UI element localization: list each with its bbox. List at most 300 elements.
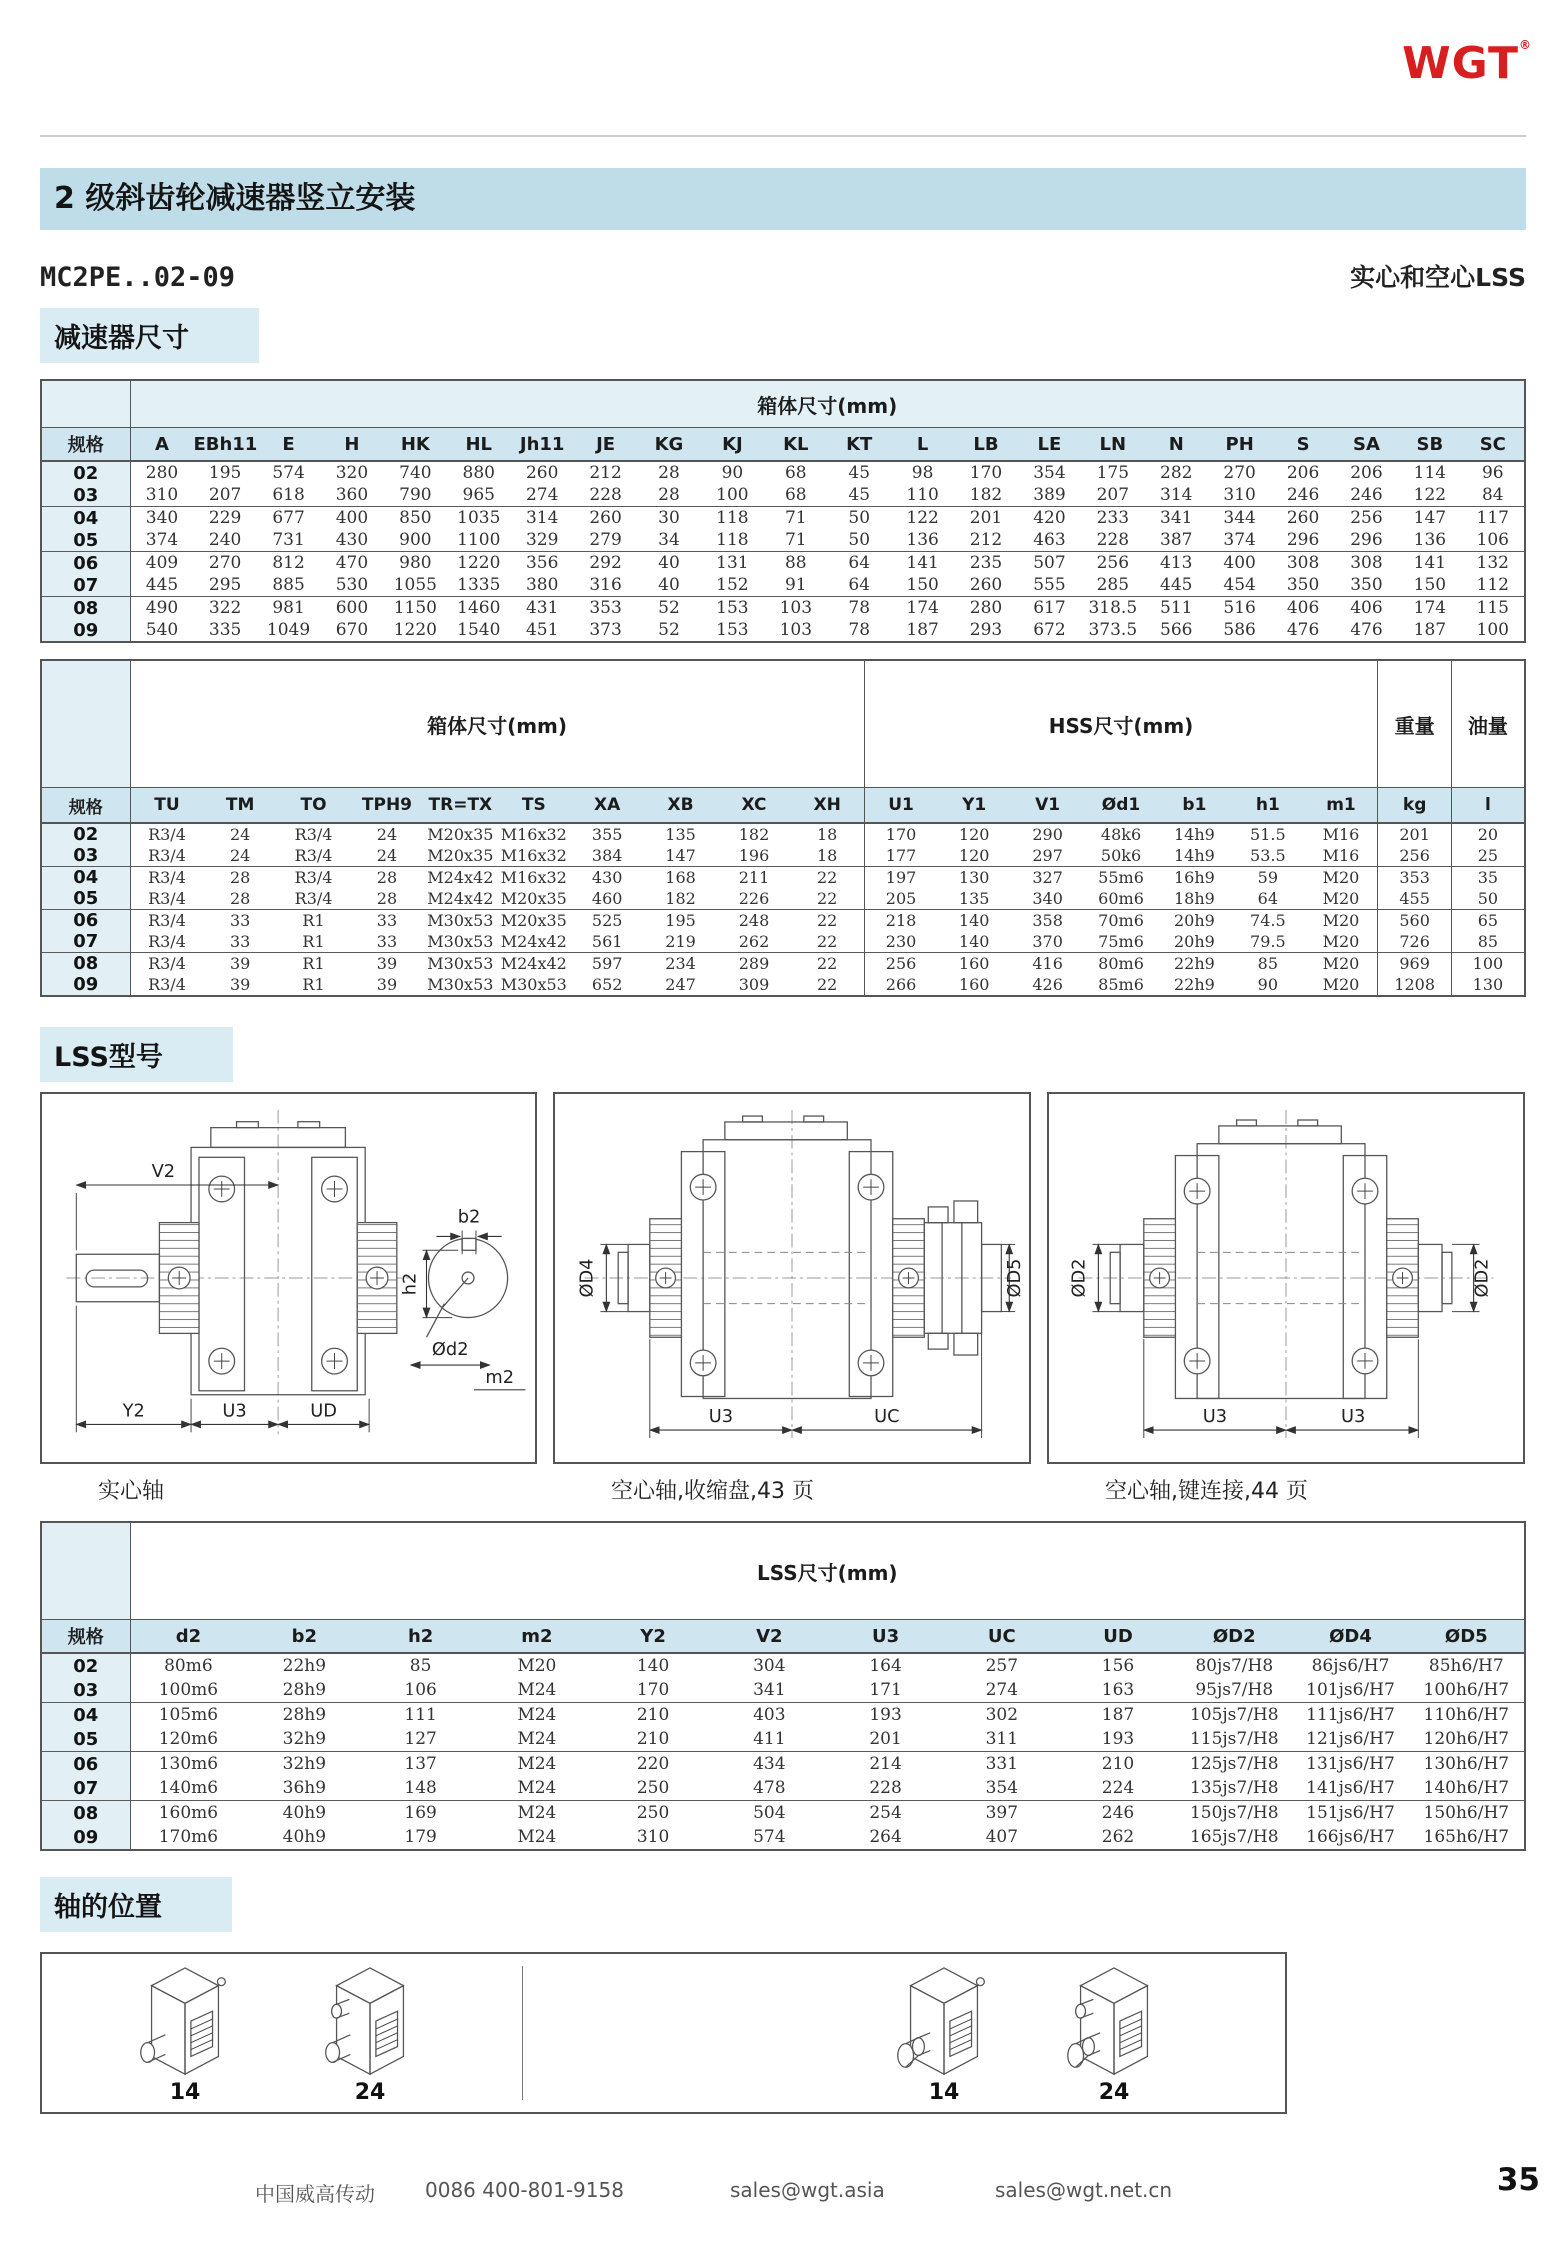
table-cell: M24 (479, 1678, 595, 1703)
table-cell: 196 (717, 845, 790, 867)
table-cell: 279 (574, 529, 637, 552)
table-cell: 525 (591, 911, 623, 930)
table-cell: R3/4 (130, 845, 203, 867)
dim-label-v2: V2 (151, 1161, 176, 1183)
table-cell: 314 (1145, 484, 1208, 507)
table-cell: 101js6/H7 (1292, 1678, 1408, 1703)
dim-label-u3: U3 (222, 1400, 247, 1422)
table-cell: R3/4 (277, 845, 350, 867)
group-header-lss: LSS尺寸(mm) (130, 1522, 1525, 1620)
column-header-V1: V1 (1011, 788, 1084, 824)
table-cell: M16 (1305, 823, 1378, 845)
column-header-SA: SA (1335, 428, 1398, 462)
table-cell: 218 (885, 911, 917, 930)
table-cell: 246 (1101, 1803, 1135, 1823)
column-header-h1: h1 (1231, 788, 1304, 824)
table-cell: 566 (1160, 620, 1193, 640)
table-row (41, 619, 1525, 642)
table-cell: 965 (447, 484, 510, 507)
column-header-Jh11: Jh11 (510, 428, 573, 462)
table-cell: 193 (1060, 1727, 1176, 1752)
corner-cell (41, 660, 130, 788)
column-header-U1: U1 (864, 788, 937, 824)
table-cell: 431 (525, 598, 559, 618)
table-cell: R1 (277, 931, 350, 953)
table-cell: 35 (1477, 868, 1499, 887)
table-cell: 140 (958, 911, 990, 930)
table-cell: 28 (203, 888, 276, 910)
table-cell: 308 (1286, 553, 1320, 573)
table-cell: 340 (145, 508, 179, 528)
spec-cell: 08 (41, 1801, 130, 1826)
table-cell: 171 (827, 1678, 943, 1703)
table-cell: 40h9 (282, 1827, 327, 1847)
drawing-keyed-shaft-figure (1047, 1092, 1525, 1464)
table-cell: 740 (399, 463, 432, 483)
dim-label-m2: m2 (485, 1366, 515, 1388)
table-cell: 256 (1096, 553, 1130, 573)
table-cell: 1100 (447, 529, 510, 552)
table-cell: 812 (272, 553, 305, 573)
column-header-l: l (1451, 788, 1525, 824)
table-cell: M30x53 (427, 911, 494, 930)
table-cell: 248 (738, 911, 770, 930)
column-header-SC: SC (1462, 428, 1525, 462)
table-cell: 207 (193, 484, 256, 507)
table-cell: 36h9 (246, 1776, 362, 1801)
column-header-KG: KG (637, 428, 700, 462)
table-cell: 403 (753, 1705, 786, 1725)
table-cell: R3/4 (294, 868, 333, 887)
table-cell: M20 (1305, 931, 1378, 953)
table-cell: 148 (363, 1776, 479, 1801)
table-cell: 117 (1476, 508, 1509, 528)
table-cell: 296 (1271, 529, 1334, 552)
table-cell: 400 (335, 508, 369, 528)
table-cell: 360 (320, 484, 383, 507)
table-cell: 1220 (393, 620, 437, 640)
spec-cell: 02 (41, 823, 130, 845)
table-cell: 174 (906, 598, 939, 618)
table-cell: M24x42 (424, 888, 497, 910)
table-cell: R1 (302, 975, 325, 994)
table-cell: 75m6 (1084, 931, 1157, 953)
column-header-TO: TO (277, 788, 350, 824)
table-cell: 50 (1451, 888, 1525, 910)
model-number: MC2PE..02-09 (40, 262, 236, 293)
column-header-EBh11: EBh11 (193, 428, 256, 462)
table-cell: 71 (764, 529, 827, 552)
column-header-m2: m2 (479, 1620, 595, 1654)
column-header-V2: V2 (711, 1620, 827, 1654)
table-row (41, 484, 1525, 507)
table-cell: 214 (869, 1754, 902, 1774)
table-cell: 430 (591, 868, 623, 887)
table-cell: 150h6/H7 (1423, 1803, 1510, 1823)
table-cell: 260 (954, 574, 1017, 597)
table-cell: 470 (335, 553, 369, 573)
page-number: 35 (1496, 2162, 1540, 2198)
spec-column-header: 规格 (41, 428, 130, 462)
table-cell: 115js7/H8 (1176, 1727, 1292, 1752)
table-cell: 45 (828, 484, 891, 507)
table-cell: 22 (791, 953, 864, 975)
table-cell: 80m6 (164, 1656, 213, 1676)
table-cell: 33 (203, 931, 276, 953)
column-header-row (41, 428, 1525, 462)
table-cell: 151js6/H7 (1306, 1803, 1395, 1823)
table-cell: 507 (1033, 553, 1066, 573)
table-cell: 70m6 (1098, 911, 1144, 930)
dim-label-u3-left: U3 (1202, 1407, 1228, 1428)
table-cell: 302 (985, 1705, 1019, 1725)
shaft-position-icon-14-solid (137, 1964, 233, 2082)
table-cell: 163 (1060, 1678, 1176, 1703)
table-cell: 264 (869, 1827, 902, 1847)
table-cell: 430 (320, 529, 383, 552)
group-header-hss: HSS尺寸(mm) (864, 660, 1378, 788)
table-cell: 373.5 (1088, 620, 1138, 640)
table-cell: 478 (711, 1776, 827, 1801)
group-header-housing: 箱体尺寸(mm) (130, 660, 864, 788)
table-cell: 344 (1223, 508, 1256, 528)
table-cell: 141 (906, 553, 939, 573)
table-cell: 297 (1011, 845, 1084, 867)
hss-dimensions-table (40, 659, 1526, 997)
table-cell: 24 (376, 825, 398, 844)
table-cell: 235 (969, 553, 1003, 573)
table-cell: 80js7/H8 (1195, 1656, 1274, 1676)
table-cell: 120m6 (130, 1727, 246, 1752)
table-cell: 111js6/H7 (1306, 1705, 1395, 1725)
table-cell: 130 (958, 868, 990, 887)
table-cell: 850 (399, 508, 432, 528)
table-cell: 50 (848, 508, 871, 528)
table-cell: 103 (779, 598, 813, 618)
table-cell: M30x53 (427, 954, 494, 973)
column-header-row (41, 1620, 1525, 1654)
table-cell: 120 (958, 825, 990, 844)
footer-phone: 0086 400-801-9158 (425, 2178, 624, 2202)
table-cell: 374 (130, 529, 193, 552)
table-cell: 354 (944, 1776, 1060, 1801)
table-cell: 140h6/H7 (1409, 1776, 1525, 1801)
table-cell: M20 (1305, 953, 1378, 975)
table-cell: 309 (738, 975, 770, 994)
table-cell: 350 (1335, 574, 1398, 597)
table-cell: 100m6 (130, 1678, 246, 1703)
spec-cell: 05 (41, 888, 130, 910)
table-cell: 40h9 (282, 1803, 327, 1823)
table-cell: 24 (229, 825, 251, 844)
table-cell: 314 (525, 508, 559, 528)
table-cell: 187 (906, 620, 939, 640)
table-cell: 64 (1231, 888, 1304, 910)
table-cell: 135 (665, 825, 696, 844)
table-cell: 153 (716, 620, 749, 640)
column-header-ØD5: ØD5 (1409, 1620, 1525, 1654)
shaft-position-label: 24 (1098, 2080, 1130, 2105)
table-cell: 85h6/H7 (1428, 1656, 1504, 1676)
table-cell: 79.5 (1231, 931, 1304, 953)
table-body (41, 823, 1525, 996)
table-row (41, 574, 1525, 597)
table-cell: 407 (985, 1827, 1019, 1847)
table-cell: M24 (517, 1803, 557, 1823)
table-cell: 105js7/H8 (1189, 1705, 1279, 1725)
table-cell: 106 (363, 1678, 479, 1703)
caption-solid-shaft: 实心轴 (98, 1479, 165, 1504)
table-cell: 316 (574, 574, 637, 597)
table-cell: 85 (409, 1656, 432, 1676)
table-cell: 504 (753, 1803, 786, 1823)
table-cell: 310 (636, 1827, 670, 1847)
table-cell: 71 (784, 508, 807, 528)
spec-cell: 09 (41, 619, 130, 642)
table-cell: 68 (764, 484, 827, 507)
table-row (41, 1752, 1525, 1777)
column-header-b1: b1 (1158, 788, 1231, 824)
table-cell: 282 (1160, 463, 1193, 483)
table-cell: 206 (1286, 463, 1320, 483)
table-cell: 617 (1033, 598, 1066, 618)
shaft-position-icon-14-hollow (896, 1964, 992, 2082)
table-cell: 370 (1011, 931, 1084, 953)
column-header-E: E (257, 428, 320, 462)
table-cell: 22 (791, 910, 864, 932)
table-cell: 451 (525, 620, 559, 640)
table-cell: 885 (257, 574, 320, 597)
table-cell: 311 (944, 1727, 1060, 1752)
table-cell: 205 (864, 888, 937, 910)
table-cell: 135js7/H8 (1176, 1776, 1292, 1801)
dim-label-y2: Y2 (122, 1400, 145, 1422)
table-cell: 100h6/H7 (1409, 1678, 1525, 1703)
dim-label-od5: ØD5 (1005, 1258, 1026, 1298)
table-cell: 246 (1335, 484, 1398, 507)
table-cell: 130 (1472, 975, 1504, 994)
table-cell: 240 (193, 529, 256, 552)
column-header-U3: U3 (827, 1620, 943, 1654)
table-cell: 187 (1101, 1705, 1135, 1725)
table-cell: 137 (404, 1754, 437, 1774)
table-cell: R1 (302, 954, 325, 973)
column-header-S: S (1271, 428, 1334, 462)
table-cell: 293 (969, 620, 1003, 640)
table-cell: 120 (938, 845, 1011, 867)
column-header-UD: UD (1060, 1620, 1176, 1654)
column-header-m1: m1 (1305, 788, 1378, 824)
column-header-KL: KL (764, 428, 827, 462)
table-cell: 254 (869, 1803, 902, 1823)
table-cell: 224 (1060, 1776, 1176, 1801)
section-lss-type: LSS型号 (40, 1027, 233, 1082)
table-cell: 39 (376, 954, 398, 973)
table-cell: R3/4 (148, 975, 186, 994)
table-cell: 64 (828, 574, 891, 597)
table-cell: 516 (1223, 598, 1256, 618)
table-cell: 210 (1101, 1754, 1135, 1774)
table-row (41, 1776, 1525, 1801)
table-cell: 91 (764, 574, 827, 597)
column-header-JE: JE (574, 428, 637, 462)
table-cell: M20x35 (424, 845, 497, 867)
table-cell: R3/4 (130, 888, 203, 910)
column-header-KT: KT (828, 428, 891, 462)
dim-label-u3: U3 (708, 1407, 734, 1428)
table-cell: M30x53 (424, 931, 497, 953)
table-row (41, 529, 1525, 552)
table-cell: 266 (885, 975, 917, 994)
column-header-TU: TU (130, 788, 203, 824)
spec-cell: 08 (41, 953, 130, 975)
dim-label-h2: h2 (399, 1272, 421, 1296)
table-cell: 50 (828, 529, 891, 552)
drawing-keyed-shaft (1047, 1092, 1525, 1505)
table-cell: 59 (1257, 868, 1278, 887)
column-header-L: L (891, 428, 954, 462)
column-header-XB: XB (644, 788, 717, 824)
table-cell: 285 (1081, 574, 1144, 597)
table-cell: 256 (1350, 508, 1383, 528)
table-cell: 22h9 (282, 1656, 327, 1676)
spec-cell: 03 (41, 484, 130, 507)
table-cell: 420 (1033, 508, 1066, 528)
table-cell: 18h9 (1158, 888, 1231, 910)
table-cell: 112 (1462, 574, 1525, 597)
shaft-position-divider (522, 1966, 523, 2100)
table-cell: 230 (864, 931, 937, 953)
column-header-HK: HK (384, 428, 447, 462)
table-cell: 20h9 (1174, 911, 1215, 930)
table-cell: 68 (784, 463, 807, 483)
table-cell: 310 (1208, 484, 1271, 507)
table-cell: 85 (1257, 954, 1278, 973)
table-row (41, 461, 1525, 484)
table-cell: M24 (517, 1705, 557, 1725)
table-cell: 22h9 (1174, 975, 1215, 994)
table-cell: 289 (738, 954, 770, 973)
table-cell: 170m6 (158, 1827, 219, 1847)
table-cell: M16x32 (497, 845, 570, 867)
column-header-Ød1: Ød1 (1084, 788, 1157, 824)
table-cell: 33 (229, 911, 251, 930)
table-cell: 296 (1335, 529, 1398, 552)
table-cell: 65 (1477, 911, 1499, 930)
table-cell: 175 (1096, 463, 1130, 483)
table-cell: 260 (589, 508, 622, 528)
table-cell: 270 (1223, 463, 1256, 483)
table-cell: 22 (791, 931, 864, 953)
table-cell: 455 (1378, 888, 1451, 910)
column-header-H: H (320, 428, 383, 462)
table-cell: 331 (985, 1754, 1019, 1774)
spec-cell: 07 (41, 1776, 130, 1801)
spec-cell: 04 (41, 867, 130, 889)
table-cell: M24 (479, 1776, 595, 1801)
spec-cell: 06 (41, 1752, 130, 1777)
table-cell: 409 (145, 553, 179, 573)
table-cell: 147 (1413, 508, 1447, 528)
table-cell: 165h6/H7 (1423, 1827, 1510, 1847)
table-cell: 164 (869, 1656, 902, 1676)
table-cell: 166js6/H7 (1306, 1827, 1395, 1847)
column-header-XA: XA (570, 788, 643, 824)
table-cell: 40 (658, 553, 680, 573)
table-cell: 84 (1462, 484, 1525, 507)
table-cell: 228 (1081, 529, 1144, 552)
table-cell: 726 (1378, 931, 1451, 953)
footer-company: 中国威高传动 (255, 2182, 375, 2206)
spec-cell: 09 (41, 1825, 130, 1850)
table-cell: 384 (570, 845, 643, 867)
table-cell: 177 (864, 845, 937, 867)
table-cell: 28 (376, 868, 398, 887)
spec-cell: 05 (41, 1727, 130, 1752)
table-cell: 55m6 (1098, 868, 1144, 887)
table-cell: 460 (570, 888, 643, 910)
table-cell: 981 (272, 598, 305, 618)
table-cell: 90 (1257, 975, 1278, 994)
table-cell: 153 (716, 598, 749, 618)
table-cell: 80m6 (1098, 954, 1144, 973)
table-cell: 389 (1018, 484, 1081, 507)
column-header-N: N (1145, 428, 1208, 462)
table-cell: 103 (779, 620, 813, 640)
column-header-LE: LE (1018, 428, 1081, 462)
table-cell: 122 (906, 508, 939, 528)
table-cell: M24 (517, 1754, 557, 1774)
table-row (41, 1653, 1525, 1678)
table-cell: 256 (885, 954, 917, 973)
table-cell: 34 (637, 529, 700, 552)
table-cell: 340 (1011, 888, 1084, 910)
table-cell: 350 (1271, 574, 1334, 597)
table-cell: 24 (203, 845, 276, 867)
table-cell: 156 (1101, 1656, 1135, 1676)
dim-label-ud: UD (310, 1400, 337, 1422)
table-cell: 1055 (384, 574, 447, 597)
table-cell: 30 (658, 508, 680, 528)
column-header-TM: TM (203, 788, 276, 824)
table-cell: 130h6/H7 (1423, 1754, 1510, 1774)
table-cell: 397 (985, 1803, 1019, 1823)
model-row (40, 258, 1526, 294)
shaft-type-note: 实心和空心LSS (1350, 263, 1526, 292)
column-header-SB: SB (1398, 428, 1461, 462)
table-cell: 22h9 (1174, 954, 1215, 973)
table-cell: 969 (1378, 953, 1451, 975)
column-header-Y1: Y1 (938, 788, 1011, 824)
table-cell: 150 (1398, 574, 1461, 597)
drawing-shrink-disk-figure (553, 1092, 1031, 1464)
spec-cell: 03 (41, 1678, 130, 1703)
table-cell: 50k6 (1084, 845, 1157, 867)
table-cell: 206 (1350, 463, 1383, 483)
corner-cell (41, 380, 130, 428)
group-header-row (41, 1522, 1525, 1620)
table-cell: 33 (350, 931, 423, 953)
table-cell: 413 (1160, 553, 1193, 573)
table-cell: 182 (954, 484, 1017, 507)
table-cell: 100 (701, 484, 764, 507)
section-shaft-position: 轴的位置 (40, 1877, 232, 1932)
table-cell: 445 (130, 574, 193, 597)
table-cell: 356 (525, 553, 559, 573)
table-cell: 416 (1032, 954, 1063, 973)
table-cell: 170 (885, 825, 917, 844)
table-cell: M20 (1305, 974, 1378, 996)
